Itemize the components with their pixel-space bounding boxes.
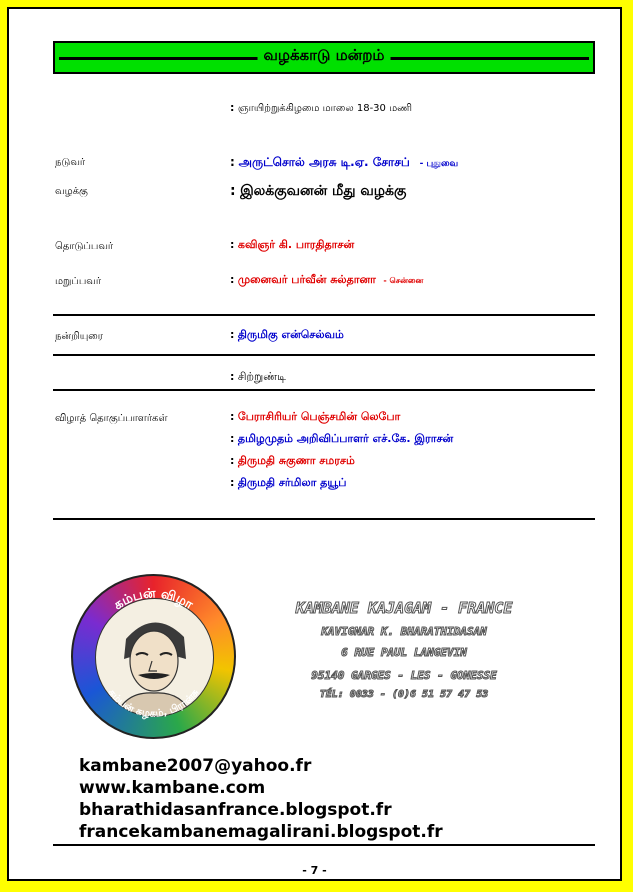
organizer-name: பேராசிரியர் பெஞ்சமின் லெபோ xyxy=(237,410,401,423)
prosecutor-label: தொடுப்பவர் xyxy=(55,241,114,252)
svg-text:கம்பன் கழகம், பிரான்சு xyxy=(106,687,202,720)
time-row xyxy=(230,101,412,115)
org-name: KAMBANE KAJAGAM - FRANCE xyxy=(295,599,513,617)
website-link[interactable]: www.kambane.com xyxy=(79,778,266,798)
street: 6 RUE PAUL LANGEVIN xyxy=(341,646,467,659)
email-link[interactable]: kambane2007@yahoo.fr xyxy=(79,756,312,776)
defender-row: : முனைவர் பர்வீன் சுல்தானா - சென்னை xyxy=(230,273,424,286)
moderator-row: : அருட்சொல் அரசு டி.ஏ. சோசப் - புதுவை xyxy=(230,155,459,169)
svg-text:கம்பன் விழா xyxy=(111,586,195,613)
divider xyxy=(53,314,595,316)
divider xyxy=(53,354,595,356)
thanks-value: திருமிகு என்செல்வம் xyxy=(237,328,344,341)
organizer-row: : பேராசிரியர் பெஞ்சமின் லெபோ xyxy=(230,410,401,423)
logo-top-text: கம்பன் விழா xyxy=(111,586,196,614)
thanks-row: : திருமிகு என்செல்வம் xyxy=(230,328,344,341)
organizer-name: திருமதி சர்மிலா தயூப் xyxy=(237,476,347,489)
case-label: வழக்கு xyxy=(55,186,88,197)
defender-label: மறுப்பவர் xyxy=(55,276,102,287)
page-number: - 7 - xyxy=(302,864,327,877)
case-row: : இலக்குவனன் மீது வழக்கு xyxy=(230,183,407,199)
logo-ring-text xyxy=(73,576,234,737)
prosecutor-row: : கவிஞர் கி. பாரதிதாசன் xyxy=(230,238,355,251)
title-banner xyxy=(53,41,595,74)
banner-title: வழக்காடு மன்றம் xyxy=(258,46,391,66)
snack-row: : சிற்றுண்டி xyxy=(230,370,286,383)
telephone: TÉL: 0033 - (0)6 51 57 47 53 xyxy=(319,689,489,700)
moderator-place: - புதுவை xyxy=(419,159,459,169)
blog-link[interactable]: bharathidasanfrance.blogspot.fr xyxy=(79,800,392,820)
blog-link[interactable]: francekambanemagalirani.blogspot.fr xyxy=(79,822,443,842)
city: 95140 GARGES - LES - GONESSE xyxy=(311,669,497,682)
organizer-name: திருமதி சுகுணா சமரசம் xyxy=(237,454,355,467)
defender-value: முனைவர் பர்வீன் சுல்தானா xyxy=(237,273,376,286)
logo-bottom-text: கம்பன் கழகம், பிரான்சு xyxy=(105,687,202,720)
thanks-label: நன்றியுரை xyxy=(55,331,103,342)
moderator-name: அருட்சொல் அரசு டி.ஏ. சோசப் xyxy=(238,155,410,169)
case-value: இலக்குவனன் மீது வழக்கு xyxy=(240,183,407,199)
contact-links xyxy=(79,755,443,843)
kamban-logo xyxy=(71,574,236,739)
divider xyxy=(53,389,595,391)
organizers-label: விழாத் தொகுப்பாளர்கள் xyxy=(55,413,168,424)
moderator-label: நடுவர் xyxy=(55,157,86,168)
organizer-row: : திருமதி சர்மிலா தயூப் xyxy=(230,476,347,489)
snack-value: சிற்றுண்டி xyxy=(237,370,286,383)
time-text: ஞாயிற்றுக்கிழமை மாலை 18-30 மணி xyxy=(237,103,412,114)
colon: : xyxy=(230,101,235,114)
organizer-row: : திருமதி சுகுணா சமரசம் xyxy=(230,454,355,467)
defender-place: - சென்னை xyxy=(383,276,424,285)
divider xyxy=(53,844,595,846)
document-page xyxy=(7,7,622,881)
prosecutor-value: கவிஞர் கி. பாரதிதாசன் xyxy=(237,238,355,251)
organizer-row: : தமிழமுதம் அறிவிப்பாளர் எச்.கே. இராசன் xyxy=(230,432,454,445)
divider xyxy=(53,518,595,520)
organizer-name: தமிழமுதம் அறிவிப்பாளர் எச்.கே. இராசன் xyxy=(237,432,454,445)
person-name: KAVIGNAR K. BHARATHIDASAN xyxy=(321,625,487,638)
